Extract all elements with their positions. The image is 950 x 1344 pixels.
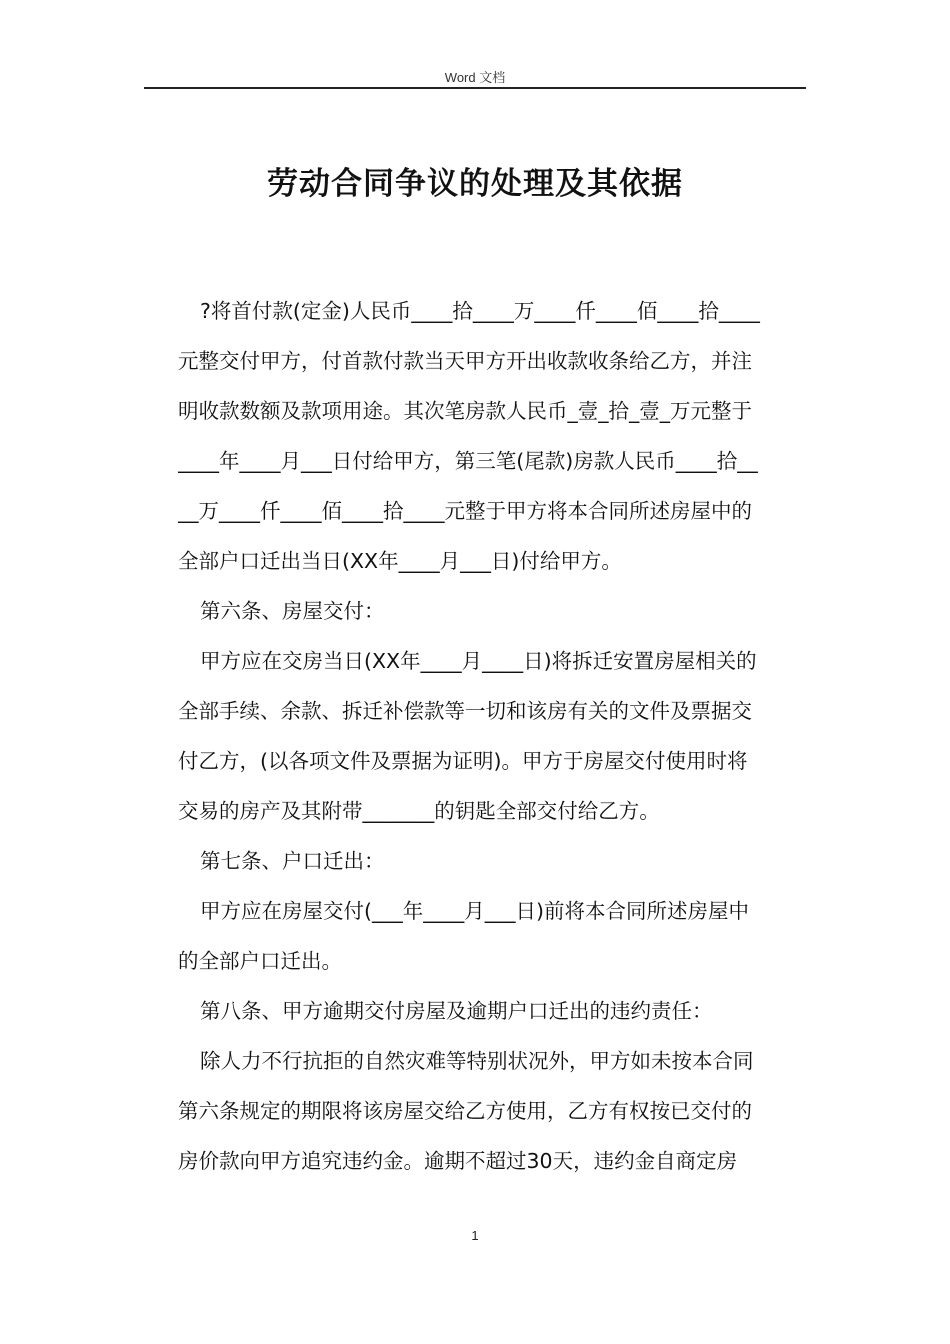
document-body bbox=[178, 286, 804, 1186]
paragraph-line: 甲方应在房屋交付(___年____月___日)前将本合同所述房屋中 bbox=[200, 899, 749, 923]
paragraph-line: 除人力不行抗拒的自然灾难等特别状况外，甲方如未按本合同 bbox=[200, 1049, 754, 1073]
paragraph-line: 交易的房产及其附带_______的钥匙全部交付给乙方。 bbox=[178, 799, 660, 823]
paragraph-line: __万____仟____佰____拾____元整于甲方将本合同所述房屋中的 bbox=[178, 499, 752, 523]
section-heading: 第七条、户口迁出： bbox=[200, 849, 385, 873]
paragraph-line: 房价款向甲方追究违约金。逾期不超过30天，违约金自商定房 bbox=[178, 1149, 738, 1173]
paragraph-line: 甲方应在交房当日(XX年____月____日)将拆迁安置房屋相关的 bbox=[200, 649, 757, 673]
paragraph-line: 第六条规定的期限将该房屋交给乙方使用，乙方有权按已交付的 bbox=[178, 1099, 752, 1123]
document-header-label: Word 文档 bbox=[444, 70, 506, 85]
paragraph-line: 付乙方，(以各项文件及票据为证明)。甲方于房屋交付使用时将 bbox=[178, 749, 748, 773]
section-heading: 第八条、甲方逾期交付房屋及逾期户口迁出的违约责任： bbox=[200, 999, 713, 1023]
paragraph-line: 的全部户口迁出。 bbox=[178, 949, 342, 973]
section-heading: 第六条、房屋交付： bbox=[200, 599, 385, 623]
paragraph-line: 全部户口迁出当日(XX年____月___日)付给甲方。 bbox=[178, 549, 622, 573]
paragraph-line: ____年____月___日付给甲方，第三笔(尾款)房款人民币____拾__ bbox=[178, 449, 758, 473]
document-title: 劳动合同争议的处理及其依据 bbox=[267, 166, 683, 202]
page-number: 1 bbox=[471, 1228, 479, 1243]
paragraph-line: 元整交付甲方，付首款付款当天甲方开出收款收条给乙方，并注 bbox=[178, 349, 752, 373]
paragraph-line: 全部手续、余款、拆迁补偿款等一切和该房有关的文件及票据交 bbox=[178, 699, 752, 723]
paragraph-line: 明收款数额及款项用途。其次笔房款人民币_壹_拾_壹_万元整于 bbox=[178, 399, 752, 423]
header-divider bbox=[144, 87, 806, 89]
paragraph-line: ?将首付款(定金)人民币____拾____万____仟____佰____拾____ bbox=[200, 299, 760, 323]
